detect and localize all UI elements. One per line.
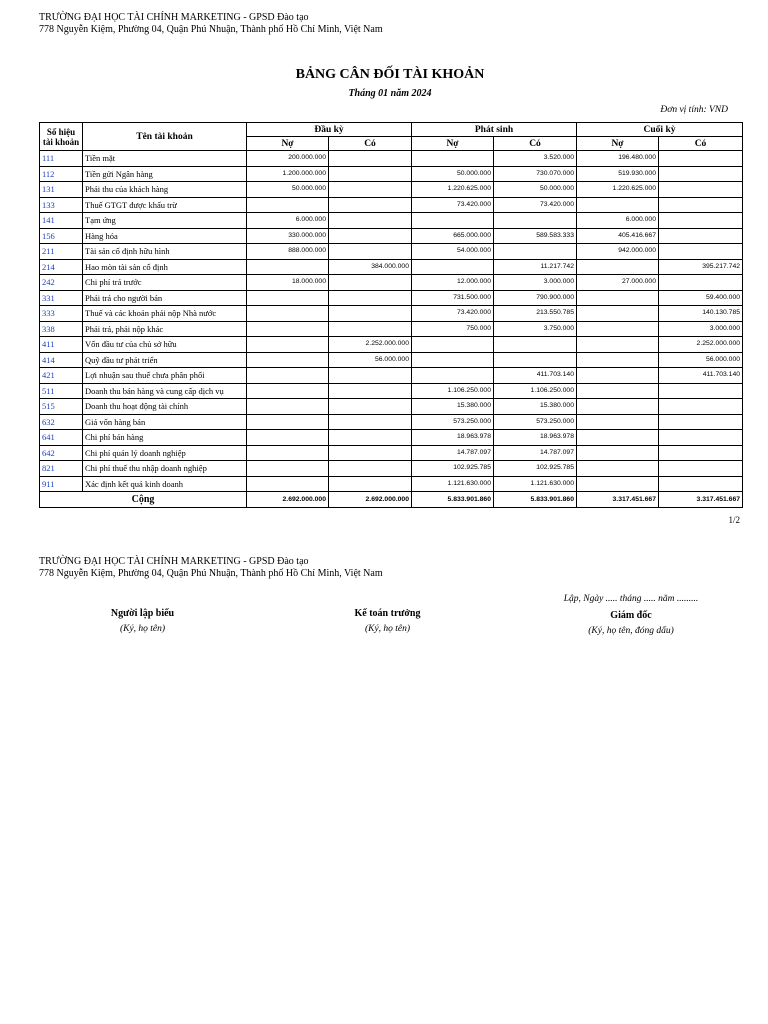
period-credit: 730.070.000	[494, 166, 577, 182]
signature-director	[520, 610, 742, 636]
table-row	[40, 259, 743, 275]
closing-debit	[577, 461, 659, 477]
closing-credit: 140.130.785	[659, 306, 743, 322]
closing-debit	[577, 290, 659, 306]
period-debit: 731.500.000	[412, 290, 494, 306]
closing-debit	[577, 399, 659, 415]
closing-debit: 942.000.000	[577, 244, 659, 260]
closing-credit	[659, 228, 743, 244]
total-closing-debit: 3.317.451.667	[577, 492, 659, 508]
account-code[interactable]: 211	[40, 244, 83, 260]
org-name: TRƯỜNG ĐẠI HỌC TÀI CHÍNH MARKETING - GPSD Đào tạo	[39, 12, 309, 23]
account-name: Tiền gửi Ngân hàng	[83, 166, 247, 182]
period-debit: 1.220.625.000	[412, 182, 494, 198]
closing-credit: 59.400.000	[659, 290, 743, 306]
signature-preparer	[60, 608, 225, 634]
opening-credit: 2.252.000.000	[329, 337, 412, 353]
period-debit	[412, 259, 494, 275]
opening-debit	[247, 321, 329, 337]
col-period-header: Phát sinh	[412, 123, 577, 137]
period-credit: 1.121.630.000	[494, 476, 577, 492]
opening-credit	[329, 368, 412, 384]
closing-credit: 3.000.000	[659, 321, 743, 337]
account-code[interactable]: 642	[40, 445, 83, 461]
closing-credit: 56.000.000	[659, 352, 743, 368]
opening-debit	[247, 445, 329, 461]
table-row	[40, 321, 743, 337]
period-debit: 54.000.000	[412, 244, 494, 260]
account-code[interactable]: 515	[40, 399, 83, 415]
period-credit: 3.000.000	[494, 275, 577, 291]
closing-credit	[659, 430, 743, 446]
closing-credit: 2.252.000.000	[659, 337, 743, 353]
closing-credit: 395.217.742	[659, 259, 743, 275]
table-row	[40, 151, 743, 167]
closing-credit	[659, 166, 743, 182]
opening-credit	[329, 228, 412, 244]
col-opening-credit: Có	[329, 137, 412, 151]
col-code-label: Số hiệu tài khoản	[42, 126, 80, 147]
period-credit	[494, 337, 577, 353]
closing-debit	[577, 259, 659, 275]
opening-credit	[329, 213, 412, 229]
account-code[interactable]: 333	[40, 306, 83, 322]
closing-credit	[659, 275, 743, 291]
opening-debit	[247, 430, 329, 446]
period-credit: 18.963.978	[494, 430, 577, 446]
closing-debit	[577, 414, 659, 430]
account-name: Phải trả cho người bán	[83, 290, 247, 306]
table-row	[40, 290, 743, 306]
table-row	[40, 337, 743, 353]
closing-debit	[577, 352, 659, 368]
page-number: 1/2	[728, 515, 740, 525]
account-code[interactable]: 141	[40, 213, 83, 229]
preparer-hint: (Ký, họ tên)	[119, 624, 166, 634]
opening-debit	[247, 399, 329, 415]
date-line: Lập, Ngày ..... tháng ..... năm .........	[563, 594, 699, 604]
opening-credit	[329, 399, 412, 415]
account-name: Phải trả, phải nộp khác	[83, 321, 247, 337]
table-row	[40, 430, 743, 446]
period-credit	[494, 213, 577, 229]
closing-credit	[659, 244, 743, 260]
col-opening-header: Đầu kỳ	[247, 123, 412, 137]
closing-debit: 6.000.000	[577, 213, 659, 229]
account-code[interactable]: 112	[40, 166, 83, 182]
account-code[interactable]: 414	[40, 352, 83, 368]
period-credit: 1.106.250.000	[494, 383, 577, 399]
closing-credit: 411.703.140	[659, 368, 743, 384]
opening-credit	[329, 290, 412, 306]
period-debit: 73.420.000	[412, 306, 494, 322]
opening-debit	[247, 197, 329, 213]
footer-org-address: 778 Nguyễn Kiệm, Phường 04, Quận Phú Nhuận, Thành phố Hồ Chí Minh, Việt Nam	[39, 568, 383, 579]
closing-debit: 196.480.000	[577, 151, 659, 167]
table-row	[40, 275, 743, 291]
col-closing-header: Cuối kỳ	[577, 123, 743, 137]
closing-credit	[659, 182, 743, 198]
period-debit	[412, 213, 494, 229]
opening-credit	[329, 275, 412, 291]
account-name: Doanh thu hoạt động tài chính	[83, 399, 247, 415]
opening-debit	[247, 352, 329, 368]
opening-credit	[329, 321, 412, 337]
closing-credit	[659, 399, 743, 415]
account-code[interactable]: 641	[40, 430, 83, 446]
report-period: Tháng 01 năm 2024	[348, 88, 432, 99]
closing-credit	[659, 213, 743, 229]
table-row	[40, 182, 743, 198]
table-row	[40, 213, 743, 229]
total-opening-debit: 2.692.000.000	[247, 492, 329, 508]
opening-credit	[329, 476, 412, 492]
account-name: Doanh thu bán hàng và cung cấp dịch vụ	[83, 383, 247, 399]
table-row	[40, 228, 743, 244]
closing-debit	[577, 337, 659, 353]
account-code[interactable]: 411	[40, 337, 83, 353]
trial-balance-table	[39, 122, 743, 508]
period-credit: 15.380.000	[494, 399, 577, 415]
opening-credit	[329, 166, 412, 182]
account-name: Chi phí quản lý doanh nghiệp	[83, 445, 247, 461]
account-code[interactable]: 242	[40, 275, 83, 291]
opening-debit	[247, 476, 329, 492]
table-row	[40, 461, 743, 477]
period-debit: 1.121.630.000	[412, 476, 494, 492]
period-debit: 665.000.000	[412, 228, 494, 244]
account-name: Thuế GTGT được khấu trừ	[83, 197, 247, 213]
account-name: Chi phí trả trước	[83, 275, 247, 291]
closing-credit	[659, 151, 743, 167]
account-name: Chi phí thuế thu nhập doanh nghiệp	[83, 461, 247, 477]
account-code[interactable]: 156	[40, 228, 83, 244]
opening-debit: 888.000.000	[247, 244, 329, 260]
opening-credit	[329, 244, 412, 260]
account-name: Xác định kết quả kinh doanh	[83, 476, 247, 492]
account-code[interactable]: 214	[40, 259, 83, 275]
closing-debit: 27.000.000	[577, 275, 659, 291]
total-period-debit: 5.833.901.860	[412, 492, 494, 508]
currency-unit: Đơn vị tính: VND	[660, 105, 728, 115]
closing-debit	[577, 476, 659, 492]
opening-debit	[247, 337, 329, 353]
table-body	[40, 151, 743, 508]
col-opening-debit: Nợ	[247, 137, 329, 151]
closing-debit	[577, 306, 659, 322]
closing-credit	[659, 414, 743, 430]
totals-row	[40, 492, 743, 508]
account-code[interactable]: 338	[40, 321, 83, 337]
director-hint: (Ký, họ tên, đóng dấu)	[588, 626, 674, 636]
opening-credit	[329, 197, 412, 213]
account-code[interactable]: 133	[40, 197, 83, 213]
closing-debit: 519.930.000	[577, 166, 659, 182]
period-credit	[494, 352, 577, 368]
opening-debit	[247, 290, 329, 306]
account-code[interactable]: 131	[40, 182, 83, 198]
period-credit: 102.925.785	[494, 461, 577, 477]
total-opening-credit: 2.692.000.000	[329, 492, 412, 508]
closing-credit	[659, 476, 743, 492]
period-debit: 12.000.000	[412, 275, 494, 291]
page-title: BẢNG CÂN ĐỐI TÀI KHOẢN	[295, 67, 485, 82]
period-debit: 73.420.000	[412, 197, 494, 213]
period-debit	[412, 352, 494, 368]
closing-debit	[577, 321, 659, 337]
period-credit: 411.703.140	[494, 368, 577, 384]
period-credit: 213.550.785	[494, 306, 577, 322]
closing-credit	[659, 197, 743, 213]
footer-org-block	[39, 556, 383, 580]
table-row	[40, 383, 743, 399]
table-row	[40, 244, 743, 260]
col-code-header	[40, 123, 83, 151]
account-name: Tạm ứng	[83, 213, 247, 229]
total-closing-credit: 3.317.451.667	[659, 492, 743, 508]
col-closing-debit: Nợ	[577, 137, 659, 151]
opening-debit	[247, 461, 329, 477]
opening-debit	[247, 259, 329, 275]
opening-debit	[247, 383, 329, 399]
account-code[interactable]: 511	[40, 383, 83, 399]
account-code[interactable]: 632	[40, 414, 83, 430]
opening-debit: 6.000.000	[247, 213, 329, 229]
header-block	[39, 12, 383, 36]
opening-credit	[329, 383, 412, 399]
account-name: Hao mòn tài sản cố định	[83, 259, 247, 275]
account-code[interactable]: 821	[40, 461, 83, 477]
opening-debit: 50.000.000	[247, 182, 329, 198]
period-debit	[412, 368, 494, 384]
col-closing-credit: Có	[659, 137, 743, 151]
period-debit: 1.106.250.000	[412, 383, 494, 399]
opening-credit	[329, 445, 412, 461]
account-name: Tài sản cố định hữu hình	[83, 244, 247, 260]
account-code[interactable]: 421	[40, 368, 83, 384]
opening-credit	[329, 151, 412, 167]
closing-debit	[577, 445, 659, 461]
account-name: Phải thu của khách hàng	[83, 182, 247, 198]
opening-debit	[247, 368, 329, 384]
table-row	[40, 166, 743, 182]
period-debit	[412, 151, 494, 167]
account-name: Tiền mặt	[83, 151, 247, 167]
col-name-header: Tên tài khoản	[83, 123, 247, 151]
period-credit: 790.900.000	[494, 290, 577, 306]
table-row	[40, 414, 743, 430]
opening-debit: 330.000.000	[247, 228, 329, 244]
closing-credit	[659, 461, 743, 477]
org-address: 778 Nguyễn Kiệm, Phường 04, Quận Phú Nhuận, Thành phố Hồ Chí Minh, Việt Nam	[39, 24, 383, 35]
period-credit: 589.583.333	[494, 228, 577, 244]
director-title: Giám đốc	[610, 610, 652, 621]
opening-debit: 200.000.000	[247, 151, 329, 167]
closing-debit	[577, 430, 659, 446]
table-row	[40, 306, 743, 322]
period-credit: 50.000.000	[494, 182, 577, 198]
chief-accountant-hint: (Ký, họ tên)	[364, 624, 411, 634]
opening-debit	[247, 306, 329, 322]
table-row	[40, 197, 743, 213]
opening-debit: 18.000.000	[247, 275, 329, 291]
table-row	[40, 352, 743, 368]
closing-credit	[659, 383, 743, 399]
account-code[interactable]: 911	[40, 476, 83, 492]
account-name: Thuế và các khoản phải nộp Nhà nước	[83, 306, 247, 322]
account-name: Lợi nhuận sau thuế chưa phân phối	[83, 368, 247, 384]
opening-debit: 1.200.000.000	[247, 166, 329, 182]
period-credit: 14.787.097	[494, 445, 577, 461]
period-debit	[412, 337, 494, 353]
total-period-credit: 5.833.901.860	[494, 492, 577, 508]
opening-credit	[329, 414, 412, 430]
period-credit: 573.250.000	[494, 414, 577, 430]
opening-credit	[329, 461, 412, 477]
table-row	[40, 476, 743, 492]
closing-credit	[659, 445, 743, 461]
closing-debit	[577, 368, 659, 384]
table-row	[40, 445, 743, 461]
signature-chief-accountant	[305, 608, 470, 634]
footer-org-name: TRƯỜNG ĐẠI HỌC TÀI CHÍNH MARKETING - GPSD Đào tạo	[39, 556, 309, 567]
col-period-debit: Nợ	[412, 137, 494, 151]
opening-credit	[329, 306, 412, 322]
account-code[interactable]: 111	[40, 151, 83, 167]
account-name: Vốn đầu tư của chủ sở hữu	[83, 337, 247, 353]
opening-credit	[329, 182, 412, 198]
period-credit: 3.750.000	[494, 321, 577, 337]
period-debit: 15.380.000	[412, 399, 494, 415]
period-credit: 11.217.742	[494, 259, 577, 275]
period-debit: 18.963.978	[412, 430, 494, 446]
account-name: Hàng hóa	[83, 228, 247, 244]
period-credit: 3.520.000	[494, 151, 577, 167]
account-name: Quỹ đầu tư phát triển	[83, 352, 247, 368]
col-period-credit: Có	[494, 137, 577, 151]
table-row	[40, 399, 743, 415]
account-name: Giá vốn hàng bán	[83, 414, 247, 430]
period-credit: 73.420.000	[494, 197, 577, 213]
totals-label: Cộng	[40, 492, 247, 508]
account-name: Chi phí bán hàng	[83, 430, 247, 446]
opening-credit: 56.000.000	[329, 352, 412, 368]
opening-credit	[329, 430, 412, 446]
closing-debit: 1.220.625.000	[577, 182, 659, 198]
period-debit: 750.000	[412, 321, 494, 337]
closing-debit	[577, 197, 659, 213]
period-debit: 573.250.000	[412, 414, 494, 430]
closing-debit	[577, 383, 659, 399]
table-row	[40, 368, 743, 384]
account-code[interactable]: 331	[40, 290, 83, 306]
opening-credit: 384.000.000	[329, 259, 412, 275]
closing-debit: 405.416.667	[577, 228, 659, 244]
period-credit	[494, 244, 577, 260]
preparer-title: Người lập biểu	[110, 608, 175, 619]
period-debit: 14.787.097	[412, 445, 494, 461]
period-debit: 50.000.000	[412, 166, 494, 182]
chief-accountant-title: Kế toán trưởng	[354, 608, 421, 619]
period-debit: 102.925.785	[412, 461, 494, 477]
opening-debit	[247, 414, 329, 430]
